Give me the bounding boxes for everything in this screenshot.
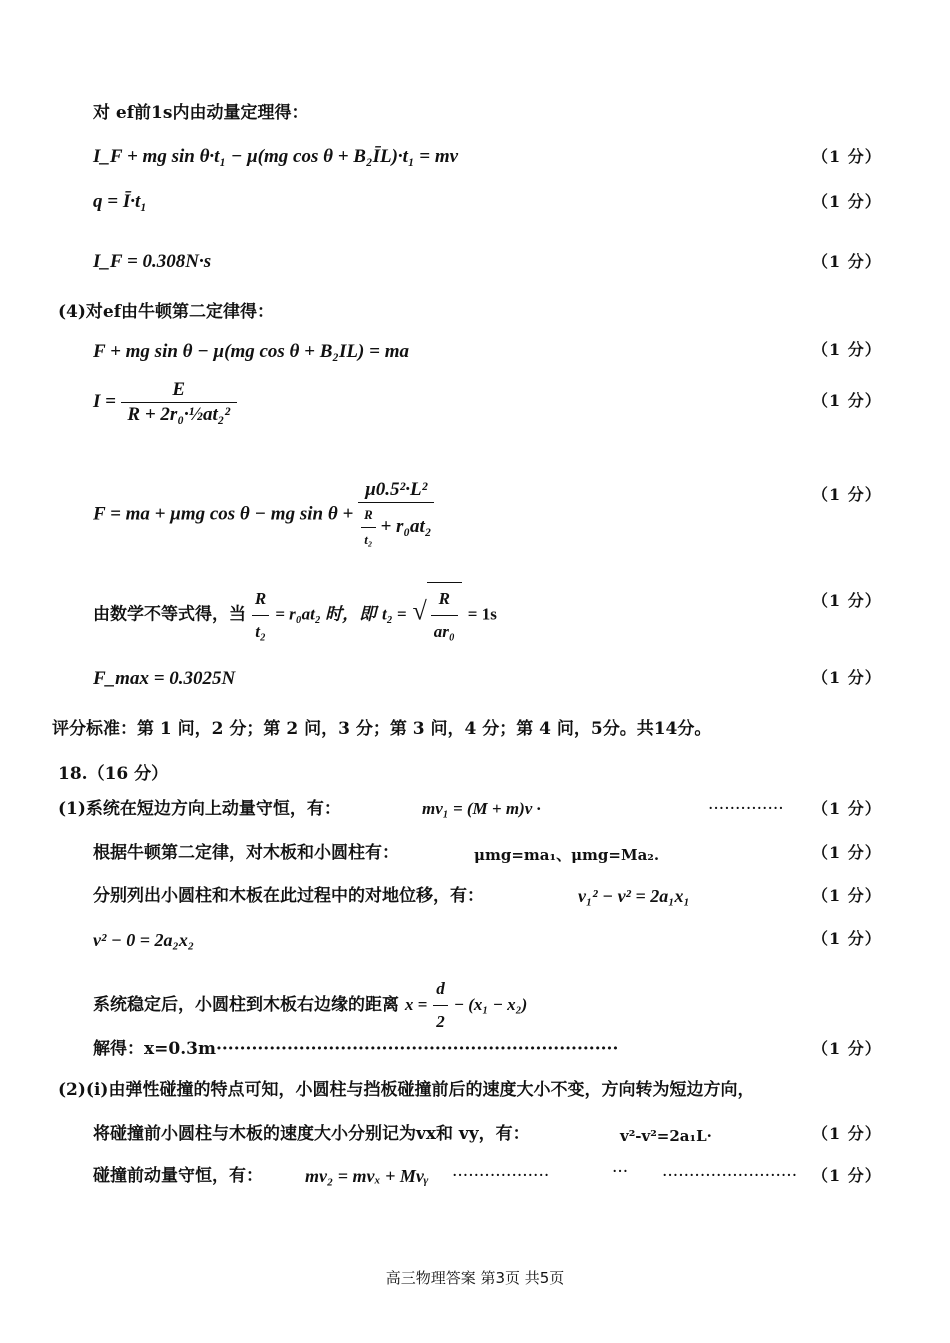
formula-fraction — [93, 378, 237, 427]
formula: v²-v²=2a₁L· — [620, 1127, 712, 1145]
denominator — [358, 503, 434, 552]
fraction — [433, 973, 448, 1038]
dot-leader: ························· — [662, 1166, 798, 1186]
formula: mv₂ = mvₓ + Mvᵧ — [305, 1166, 429, 1186]
formula-lhs: t₂ = — [382, 604, 407, 624]
text-fragment: − (x₁ − x₂) — [453, 995, 528, 1014]
text-line: (4)对ef由牛顿第二定律得： — [58, 302, 275, 322]
formula: I_F + mg sin θ·t₁ − μ(mg cos θ + B₂ĪL)·t₁ = mv — [93, 146, 459, 167]
score-label: （1 分） — [812, 391, 882, 410]
page-footer: 高三物理答案 第3页 共5页 — [385, 1269, 565, 1287]
score-label: （1 分） — [812, 485, 882, 504]
text-line: 分别列出小圆柱和木板在此过程中的对地位移，有： — [93, 886, 484, 906]
fraction — [121, 378, 237, 427]
text-line: (1)系统在短边方向上动量守恒，有： — [58, 799, 341, 819]
formula-lhs: x = — [404, 995, 428, 1014]
score-label: （1 分） — [812, 668, 882, 687]
dot-leader: ·················· — [452, 1166, 550, 1186]
text-line: 解得：x=0.3m···································································· — [93, 1039, 619, 1059]
formula: v₁² − v² = 2a₁x₁ — [578, 886, 690, 906]
score-label: （1 分） — [812, 1039, 882, 1058]
numerator: R — [361, 503, 376, 528]
formula: q = Ī·t₁ — [93, 191, 147, 212]
formula-lhs: F = ma + μmg cos θ − mg sin θ + — [93, 503, 354, 525]
numerator: R — [252, 583, 269, 616]
numerator: E — [121, 378, 237, 403]
formula: I_F = 0.308N·s — [93, 251, 212, 272]
score-label: （1 分） — [812, 843, 882, 862]
score-label: （1 分） — [812, 147, 882, 166]
denominator: ar₀ — [433, 622, 455, 641]
text-line: 将碰撞前小圆柱与木板的速度大小分别记为vx和 vy，有： — [93, 1124, 530, 1144]
denominator: 2 — [436, 1012, 445, 1031]
score-label: （1 分） — [812, 886, 882, 905]
grading-criteria: 评分标准：第 1 问，2 分；第 2 问，3 分；第 3 问，4 分；第 4 问，5分。共14分。 — [52, 719, 712, 739]
score-label: （1 分） — [812, 252, 882, 271]
score-label: （1 分） — [812, 799, 882, 818]
text-fragment: = 1s — [467, 604, 497, 624]
fraction — [361, 503, 376, 552]
formula: μmg=ma₁、μmg=Ma₂. — [474, 846, 660, 864]
dot-leader: ·············· — [708, 799, 784, 819]
denominator: t₂ — [364, 532, 373, 547]
score-label: （1 分） — [812, 591, 882, 610]
question-heading: 18.（16 分） — [58, 764, 169, 784]
square-root — [413, 582, 462, 648]
radicand — [427, 582, 462, 648]
score-label: （1 分） — [812, 1124, 882, 1143]
denominator-tail: + r₀at₂ — [380, 515, 432, 537]
text-line: 根据牛顿第二定律，对木板和小圆柱有： — [93, 843, 399, 863]
text-line: 碰撞前动量守恒，有： — [93, 1166, 263, 1186]
formula: F_max = 0.3025N — [93, 668, 236, 689]
score-label: （1 分） — [812, 929, 882, 948]
text-line — [93, 582, 497, 648]
fraction — [358, 478, 434, 552]
formula: v² − 0 = 2a₂x₂ — [93, 930, 195, 950]
score-label: （1 分） — [812, 192, 882, 211]
numerator: d — [433, 973, 448, 1006]
text-fragment: 系统稳定后，小圆柱到木板右边缘的距离 — [93, 995, 399, 1015]
formula-lhs: I = — [93, 390, 116, 412]
text-line — [93, 973, 527, 1038]
denominator: R + 2r₀·½at₂² — [127, 404, 231, 425]
score-label: （1 分） — [812, 340, 882, 359]
text-line: 对 ef前1s内由动量定理得： — [93, 103, 309, 123]
formula-fraction — [93, 478, 434, 552]
numerator: μ0.5²·L² — [358, 478, 434, 503]
score-label: （1 分） — [812, 1166, 882, 1185]
fraction — [431, 583, 458, 648]
fraction — [252, 583, 269, 648]
formula: mv₁ = (M + m)v · — [422, 799, 541, 818]
text-fragment: 由数学不等式得，当 — [93, 604, 246, 625]
text-line: (2)(i)由弹性碰撞的特点可知，小圆柱与挡板碰撞前后的速度大小不变，方向转为短边方向， — [58, 1080, 755, 1100]
numerator: R — [431, 583, 458, 616]
dot-leader: ··· — [612, 1162, 629, 1182]
formula: F + mg sin θ − μ(mg cos θ + B₂IL) = ma — [93, 341, 409, 362]
text-fragment: = r₀at₂ 时，即 — [275, 604, 377, 624]
radical-icon: √ — [412, 596, 427, 626]
denominator: t₂ — [255, 621, 266, 641]
